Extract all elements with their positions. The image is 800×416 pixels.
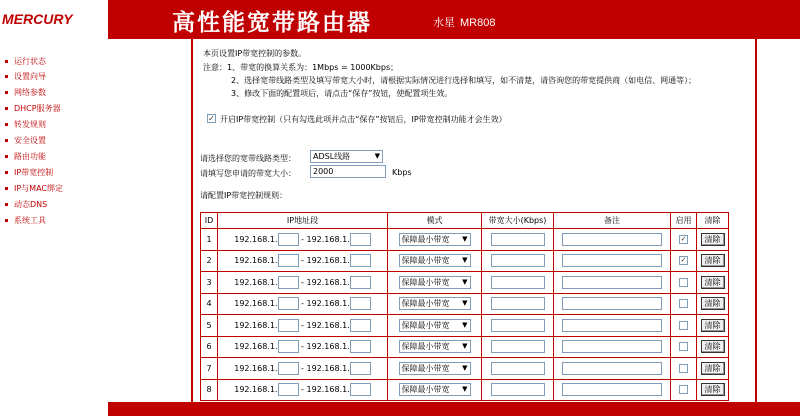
ip-separator: - [301, 277, 304, 287]
enable-checkbox[interactable] [679, 364, 688, 373]
enable-cell [671, 229, 697, 251]
ip-end-input[interactable] [350, 297, 371, 310]
note-input[interactable] [562, 362, 662, 375]
ip-range-cell [218, 358, 388, 380]
mode-value: 保障最小带宽 [401, 320, 450, 330]
header-mode: 模式 [388, 213, 482, 229]
note-cell [554, 315, 671, 337]
enable-cell [671, 315, 697, 337]
ip-range-cell [218, 315, 388, 337]
chevron-down-icon: ▼ [462, 342, 468, 351]
ip-end-input[interactable] [350, 340, 371, 353]
ip-start-input[interactable] [278, 254, 299, 267]
header-id: ID [201, 213, 218, 229]
bandwidth-cell [482, 272, 554, 294]
ip-range-cell [218, 293, 388, 315]
ip-prefix-end: 192.168.1. [306, 363, 350, 373]
model-number: MR808 [460, 17, 496, 29]
header-note: 备注 [554, 213, 671, 229]
model-cn: 水星 [433, 17, 455, 29]
enable-bandwidth-checkbox[interactable]: ✓ [208, 114, 215, 123]
bandwidth-size-input[interactable] [491, 276, 545, 289]
enable-checkbox[interactable]: ✓ [680, 256, 687, 265]
sidebar-item-security[interactable] [5, 133, 46, 147]
note-line-3: 3、修改下面的配置项后，请点击“保存”按钮，使配置项生效。 [231, 89, 453, 98]
note-cell [554, 293, 671, 315]
enable-cell [671, 336, 697, 358]
ip-start-input[interactable] [278, 319, 299, 332]
enable-cell [671, 293, 697, 315]
chevron-down-icon: ▼ [462, 256, 468, 265]
sidebar-item-forwarding[interactable] [5, 117, 46, 131]
bandwidth-cell [482, 336, 554, 358]
mode-value: 保障最小带宽 [401, 234, 450, 244]
bullet-icon [5, 187, 8, 190]
mode-select[interactable] [399, 297, 471, 310]
chevron-down-icon: ▼ [462, 234, 468, 243]
ip-separator: - [301, 320, 304, 330]
ip-range-cell [218, 379, 388, 401]
mode-select[interactable] [399, 319, 471, 332]
header [0, 0, 800, 39]
bullet-icon [5, 219, 8, 222]
clear-cell [697, 229, 729, 251]
ip-separator: - [301, 342, 304, 352]
row-id: 7 [201, 358, 218, 380]
sidebar-item-label: DHCP服务器 [14, 103, 61, 113]
bandwidth-cell [482, 315, 554, 337]
clear-button[interactable]: 清除 [701, 319, 725, 332]
clear-button[interactable]: 清除 [701, 276, 725, 289]
note-input[interactable] [562, 297, 662, 310]
enable-cell [671, 358, 697, 380]
row-id: 2 [201, 250, 218, 272]
sidebar-item-label: 安全设置 [14, 135, 46, 145]
sidebar-item-status[interactable] [5, 54, 46, 68]
bandwidth-cell [482, 293, 554, 315]
clear-button[interactable]: 清除 [701, 340, 725, 353]
table-row [201, 379, 729, 401]
mode-cell [388, 379, 482, 401]
chevron-down-icon: ▼ [462, 299, 468, 308]
bandwidth-size-input[interactable] [491, 383, 545, 396]
mode-select[interactable] [399, 233, 471, 246]
note-input[interactable] [562, 340, 662, 353]
ip-prefix-end: 192.168.1. [306, 385, 350, 395]
rules-table [200, 212, 729, 401]
sidebar-item-system-tools[interactable] [5, 213, 46, 227]
logo: MERCURY [2, 11, 73, 27]
row-id: 6 [201, 336, 218, 358]
sidebar-item-ip-bandwidth[interactable] [5, 165, 53, 179]
ip-prefix-start: 192.168.1. [234, 342, 278, 352]
page-title: 高性能宽带路由器 [172, 10, 372, 36]
ip-prefix-end: 192.168.1. [306, 234, 350, 244]
note-input[interactable] [562, 254, 662, 267]
bandwidth-input[interactable]: 2000 [310, 165, 386, 178]
sidebar-item-wizard[interactable] [5, 69, 46, 83]
mode-cell [388, 250, 482, 272]
bandwidth-cell [482, 358, 554, 380]
mode-value: 保障最小带宽 [401, 385, 450, 395]
clear-cell [697, 272, 729, 294]
mode-cell [388, 272, 482, 294]
bullet-icon [5, 60, 8, 63]
enable-cell [671, 379, 697, 401]
rules-label: 请配置IP带宽控制规则： [200, 191, 288, 200]
note-line-1: 注意：1、带宽的换算关系为：1Mbps = 1000Kbps； [203, 63, 399, 72]
left-gutter [108, 39, 193, 403]
logo-area [0, 0, 108, 39]
sidebar-item-dhcp[interactable] [5, 101, 61, 115]
enable-cell [671, 272, 697, 294]
left-divider [191, 39, 193, 403]
ip-prefix-end: 192.168.1. [306, 277, 350, 287]
ip-start-input[interactable] [278, 383, 299, 396]
header-enable: 启用 [671, 213, 697, 229]
bandwidth-size-input[interactable] [491, 297, 545, 310]
mode-cell [388, 358, 482, 380]
mode-select[interactable] [399, 383, 471, 396]
table-header-row [201, 213, 729, 229]
row-id: 1 [201, 229, 218, 251]
sidebar-item-label: 运行状态 [14, 56, 46, 66]
bandwidth-size-input[interactable] [491, 362, 545, 375]
mode-value: 保障最小带宽 [401, 256, 450, 266]
bandwidth-unit: Kbps [392, 168, 412, 177]
sidebar-item-ip-mac[interactable] [5, 181, 63, 195]
right-panel [757, 39, 800, 403]
bandwidth-cell [482, 229, 554, 251]
mode-select[interactable] [399, 340, 471, 353]
sidebar-item-network[interactable] [5, 85, 46, 99]
clear-cell [697, 250, 729, 272]
ip-prefix-start: 192.168.1. [234, 385, 278, 395]
mode-value: 保障最小带宽 [401, 342, 450, 352]
ip-prefix-end: 192.168.1. [306, 342, 350, 352]
bandwidth-cell [482, 379, 554, 401]
note-cell [554, 336, 671, 358]
bottom-red-bar [108, 402, 800, 416]
ip-start-input[interactable] [278, 340, 299, 353]
chevron-down-icon: ▼ [374, 152, 380, 160]
sidebar-item-routing[interactable] [5, 149, 46, 163]
note-cell [554, 272, 671, 294]
table-row [201, 358, 729, 380]
mode-cell [388, 315, 482, 337]
note-input[interactable] [562, 233, 662, 246]
chevron-down-icon: ▼ [462, 320, 468, 329]
chevron-down-icon: ▼ [462, 363, 468, 372]
ip-prefix-end: 192.168.1. [306, 256, 350, 266]
note-input[interactable] [562, 276, 662, 289]
table-row [201, 272, 729, 294]
table-row [201, 293, 729, 315]
bullet-icon [5, 123, 8, 126]
ip-prefix-start: 192.168.1. [234, 277, 278, 287]
ip-range-cell [218, 272, 388, 294]
ip-prefix-start: 192.168.1. [234, 299, 278, 309]
ip-separator: - [301, 385, 304, 395]
bullet-icon [5, 107, 8, 110]
clear-cell [697, 315, 729, 337]
bandwidth-cell [482, 250, 554, 272]
ip-prefix-start: 192.168.1. [234, 256, 278, 266]
ip-prefix-start: 192.168.1. [234, 234, 278, 244]
enable-checkbox[interactable]: ✓ [680, 234, 687, 243]
enable-checkbox[interactable] [679, 321, 688, 330]
header-clear: 清除 [697, 213, 729, 229]
ip-separator: - [301, 234, 304, 244]
bandwidth-size-input[interactable] [491, 233, 545, 246]
ip-prefix-start: 192.168.1. [234, 320, 278, 330]
bullet-icon [5, 155, 8, 158]
clear-button[interactable]: 清除 [701, 233, 725, 246]
enable-cell [671, 250, 697, 272]
mode-cell [388, 336, 482, 358]
mode-value: 保障最小带宽 [401, 299, 450, 309]
note-cell [554, 379, 671, 401]
chevron-down-icon: ▼ [462, 277, 468, 286]
chevron-down-icon: ▼ [462, 385, 468, 394]
ip-end-input[interactable] [350, 362, 371, 375]
sidebar-item-label: 路由功能 [14, 151, 46, 161]
clear-cell [697, 358, 729, 380]
mode-select[interactable] [399, 276, 471, 289]
sidebar-item-label: IP带宽控制 [14, 167, 54, 177]
mode-value: 保障最小带宽 [401, 363, 450, 373]
enable-checkbox[interactable] [679, 342, 688, 351]
note-cell [554, 358, 671, 380]
header-ip-range: IP地址段 [218, 213, 388, 229]
bullet-icon [5, 91, 8, 94]
note-cell [554, 229, 671, 251]
clear-cell [697, 293, 729, 315]
line-type-label: 请选择您的宽带线路类型： [200, 154, 296, 163]
ip-separator: - [301, 363, 304, 373]
sidebar-item-ddns[interactable] [5, 197, 47, 211]
ip-prefix-start: 192.168.1. [234, 363, 278, 373]
table-row [201, 315, 729, 337]
ip-start-input[interactable] [278, 297, 299, 310]
table-row [201, 229, 729, 251]
mode-select[interactable] [399, 362, 471, 375]
ip-separator: - [301, 299, 304, 309]
clear-button[interactable]: 清除 [701, 297, 725, 310]
ip-range-cell [218, 336, 388, 358]
bandwidth-size-input[interactable] [491, 319, 545, 332]
clear-cell [697, 336, 729, 358]
bandwidth-size-input[interactable] [491, 340, 545, 353]
line-type-value: ADSL线路 [313, 152, 351, 161]
clear-cell [697, 379, 729, 401]
mode-select[interactable] [399, 254, 471, 267]
ip-end-input[interactable] [350, 276, 371, 289]
clear-button[interactable]: 清除 [701, 362, 725, 375]
row-id: 8 [201, 379, 218, 401]
row-id: 3 [201, 272, 218, 294]
ip-start-input[interactable] [278, 233, 299, 246]
table-row [201, 336, 729, 358]
mode-cell [388, 293, 482, 315]
sidebar-item-label: 网络参数 [14, 87, 46, 97]
ip-end-input[interactable] [350, 319, 371, 332]
ip-prefix-end: 192.168.1. [306, 320, 350, 330]
ip-end-input[interactable] [350, 233, 371, 246]
ip-range-cell [218, 250, 388, 272]
sidebar [0, 39, 108, 416]
table-row [201, 250, 729, 272]
sidebar-item-label: IP与MAC绑定 [14, 183, 64, 193]
mode-cell [388, 229, 482, 251]
enable-bandwidth-label: 开启IP带宽控制（只有勾选此项并点击“保存”按钮后，IP带宽控制功能才会生效） [220, 115, 507, 124]
bullet-icon [5, 171, 8, 174]
note-line-2: 2、选择宽带线路类型及填写带宽大小时，请根据实际情况进行选择和填写，如不清楚，请咨询您的带宽提供商（如电信、网通等）； [231, 76, 697, 85]
ip-start-input[interactable] [278, 276, 299, 289]
bandwidth-label: 请填写您申请的带宽大小： [200, 169, 296, 178]
ip-end-input[interactable] [350, 383, 371, 396]
enable-checkbox[interactable] [679, 299, 688, 308]
header-bandwidth: 带宽大小(Kbps) [482, 213, 554, 229]
clear-button[interactable]: 清除 [701, 383, 725, 396]
ip-end-input[interactable] [350, 254, 371, 267]
sidebar-item-label: 动态DNS [14, 199, 48, 209]
enable-checkbox[interactable] [679, 385, 688, 394]
note-input[interactable] [562, 319, 662, 332]
enable-checkbox[interactable] [679, 278, 688, 287]
line-type-select[interactable] [310, 150, 383, 163]
model-label [428, 14, 495, 30]
note-cell [554, 250, 671, 272]
sidebar-item-label: 转发规则 [14, 119, 46, 129]
sidebar-item-label: 系统工具 [14, 215, 46, 225]
note-input[interactable] [562, 383, 662, 396]
ip-separator: - [301, 256, 304, 266]
clear-button[interactable]: 清除 [701, 254, 725, 267]
sidebar-item-label: 设置向导 [14, 71, 46, 81]
bandwidth-size-input[interactable] [491, 254, 545, 267]
bullet-icon [5, 75, 8, 78]
mode-value: 保障最小带宽 [401, 277, 450, 287]
ip-prefix-end: 192.168.1. [306, 299, 350, 309]
intro-text: 本页设置IP带宽控制的参数。 [203, 49, 307, 58]
ip-range-cell [218, 229, 388, 251]
bullet-icon [5, 139, 8, 142]
row-id: 5 [201, 315, 218, 337]
ip-start-input[interactable] [278, 362, 299, 375]
bullet-icon [5, 203, 8, 206]
row-id: 4 [201, 293, 218, 315]
